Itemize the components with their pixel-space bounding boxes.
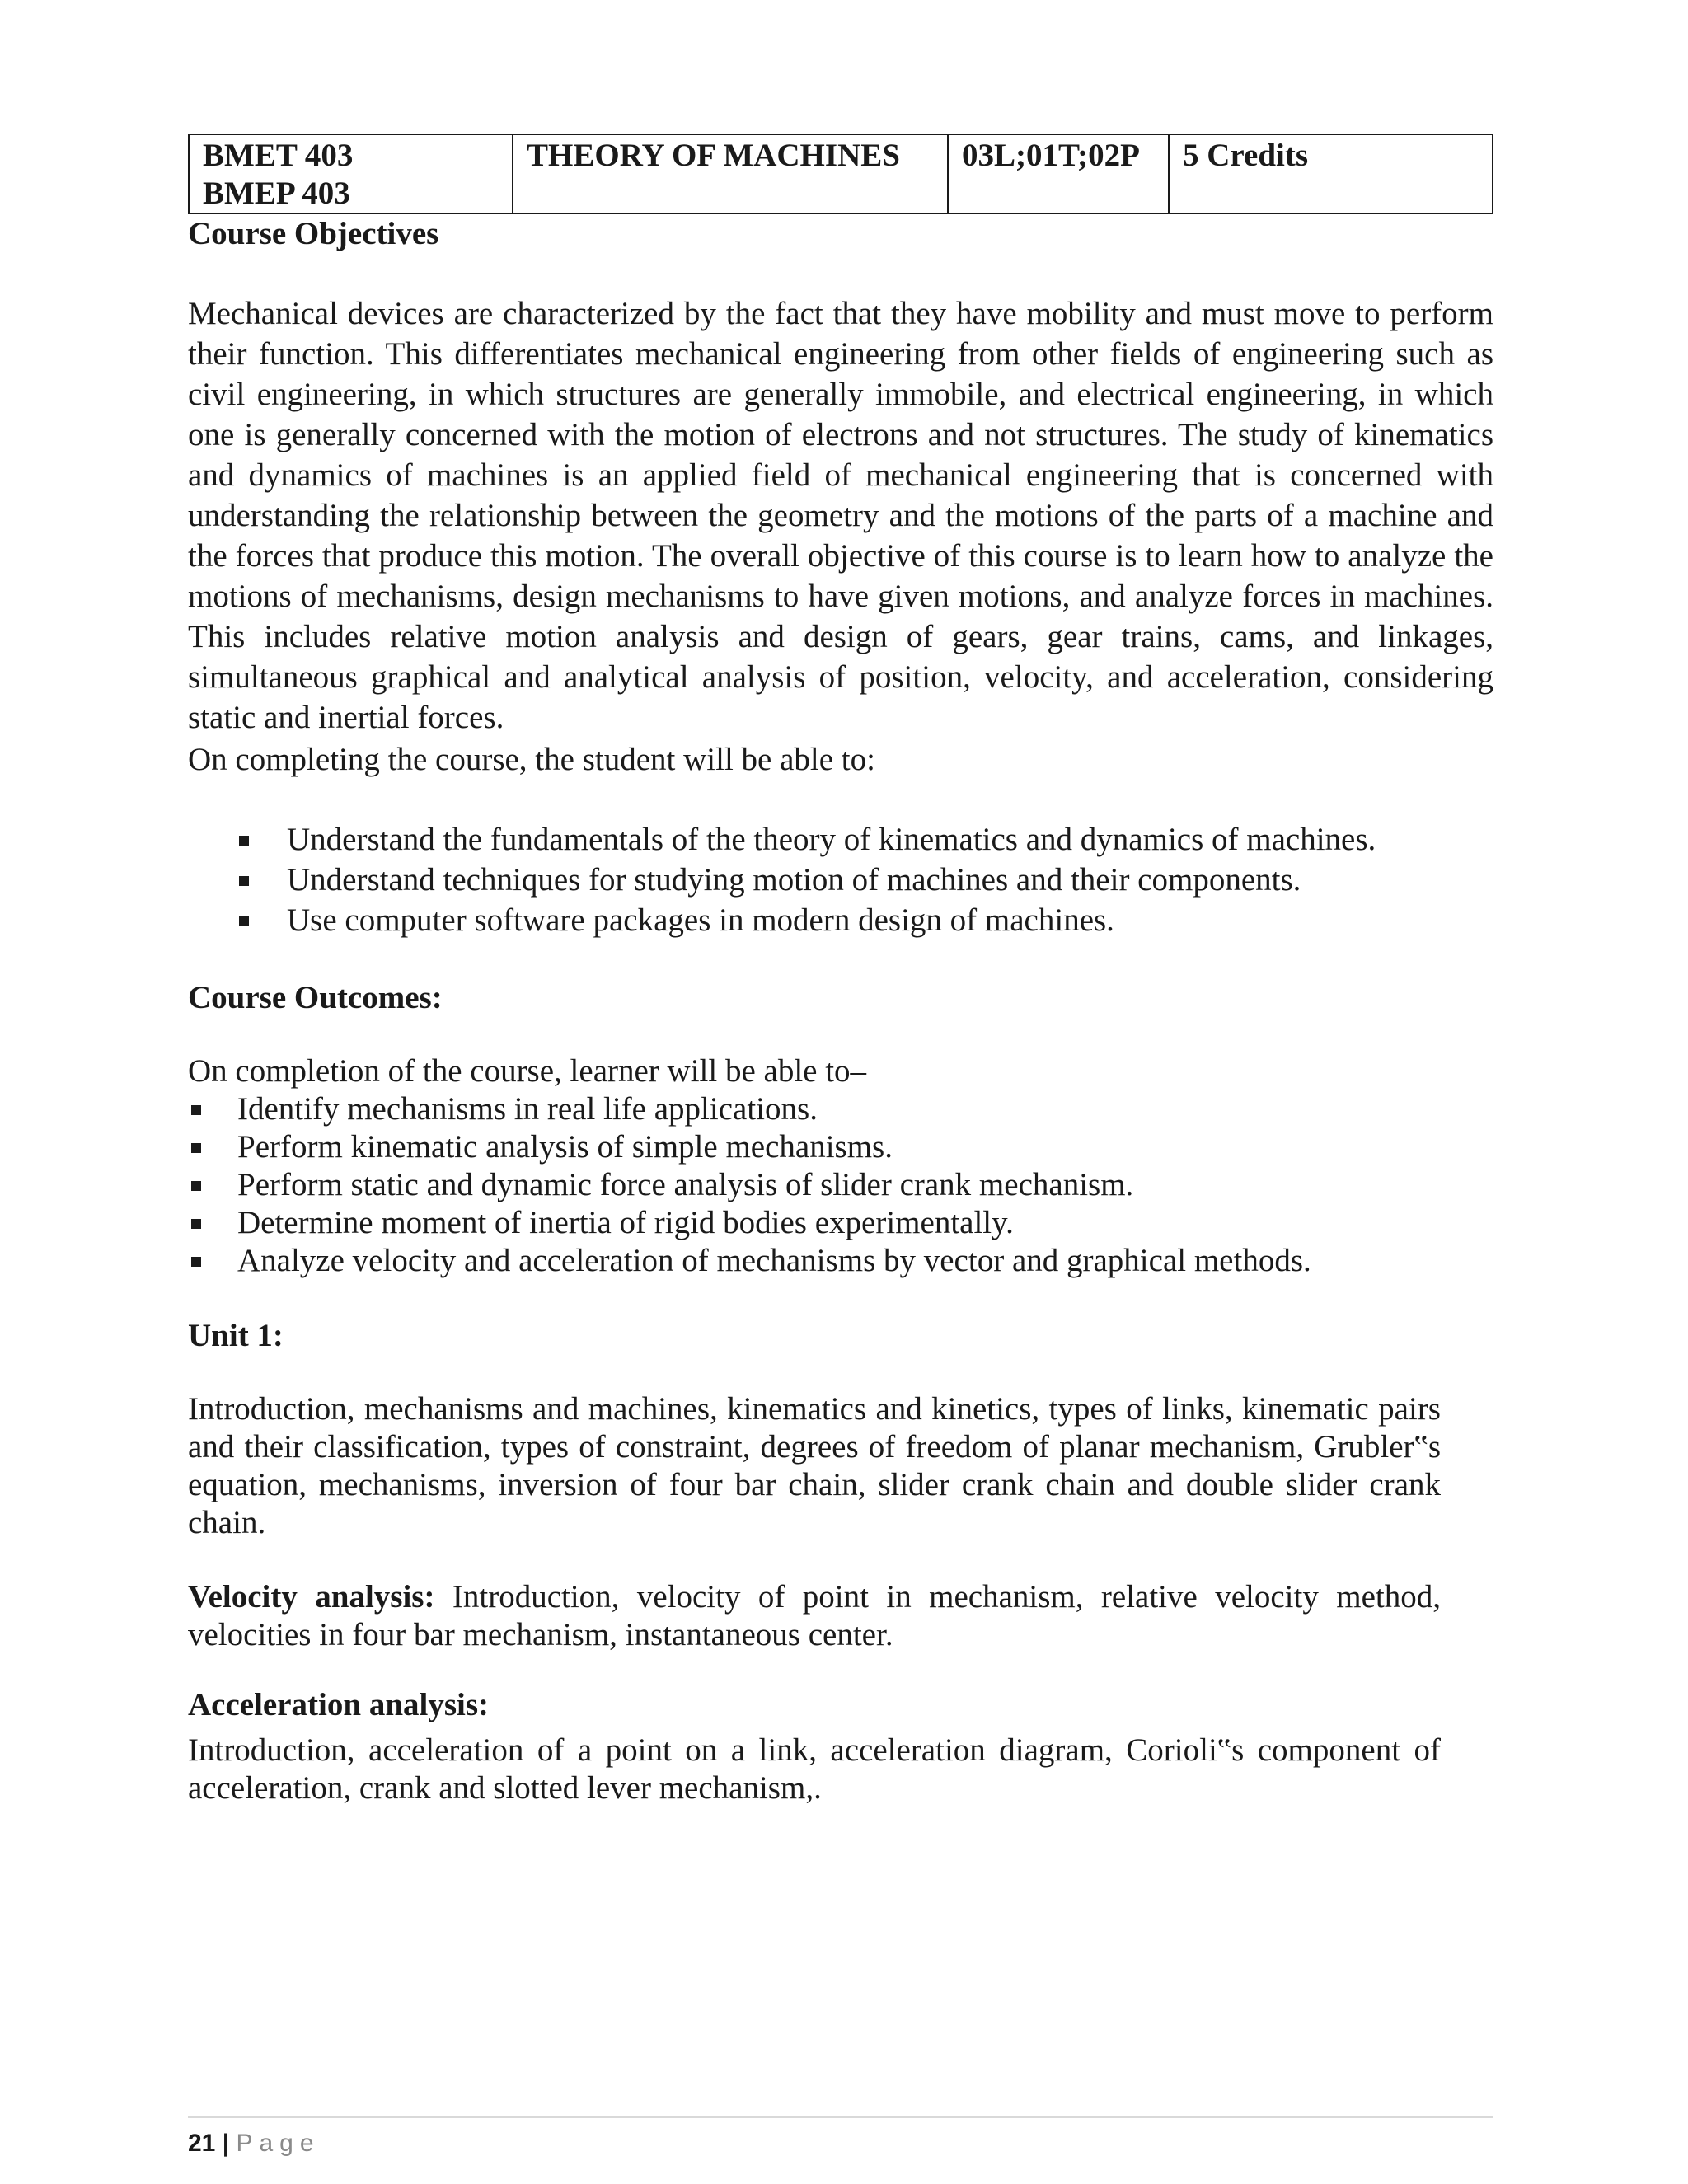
list-item xyxy=(188,1242,1493,1280)
outcomes-list xyxy=(188,1090,1493,1280)
list-item-text: Use computer software packages in modern design of machines. xyxy=(287,902,1114,938)
list-item-text: Analyze velocity and acceleration of mechanisms by vector and graphical methods. xyxy=(237,1243,1311,1278)
course-codes-cell xyxy=(189,134,513,213)
list-item-text: Understand techniques for studying motion of machines and their components. xyxy=(287,862,1301,898)
objectives-list xyxy=(188,819,1493,940)
bullet-square-icon xyxy=(239,876,249,886)
outcomes-heading: Course Outcomes: xyxy=(188,980,443,1015)
bullet-square-icon xyxy=(191,1219,201,1229)
list-item-text: Identify mechanisms in real life applications. xyxy=(237,1091,818,1127)
outcomes-lead-in: On completion of the course, learner will be able to– xyxy=(188,1053,867,1089)
unit1-intro-paragraph: Introduction, mechanisms and machines, kinematics and kinetics, types of links, kinematic pairs and their classification, types of constraint, degrees of freedom of planar mechanism, Grubler‟s equation, mechanisms, inversion of four bar chain, slider crank chain and double slider crank chain. xyxy=(188,1391,1441,1540)
course-credits-cell: 5 Credits xyxy=(1169,134,1493,213)
bullet-square-icon xyxy=(191,1181,201,1191)
velocity-analysis-paragraph xyxy=(188,1578,1441,1654)
course-header-table xyxy=(188,134,1493,214)
page-label: Page xyxy=(236,2130,321,2157)
bullet-square-icon xyxy=(191,1105,201,1115)
bullet-square-icon xyxy=(239,916,249,926)
objectives-heading: Course Objectives xyxy=(188,216,439,251)
course-code-practical: BMEP 403 xyxy=(203,176,350,211)
course-code-theory: BMET 403 xyxy=(203,138,354,173)
bullet-square-icon xyxy=(191,1257,201,1267)
list-item xyxy=(188,860,1493,900)
page-content xyxy=(188,134,1493,1807)
acceleration-analysis-paragraph: Introduction, acceleration of a point on a link, acceleration diagram, Corioli‟s component of acceleration, crank and slotted lever mechanism,. xyxy=(188,1732,1441,1806)
list-item-text: Determine moment of inertia of rigid bodies experimentally. xyxy=(237,1205,1014,1240)
page-number: 21 xyxy=(188,2130,216,2157)
list-item-text: Understand the fundamentals of the theory of kinematics and dynamics of machines. xyxy=(287,822,1376,857)
acceleration-analysis-heading: Acceleration analysis: xyxy=(188,1687,490,1722)
bullet-square-icon xyxy=(239,836,249,846)
bullet-square-icon xyxy=(191,1143,201,1153)
list-item xyxy=(188,1204,1493,1242)
list-item-text: Perform kinematic analysis of simple mechanisms. xyxy=(237,1129,893,1165)
list-item xyxy=(188,1166,1493,1204)
list-item xyxy=(188,1128,1493,1166)
list-item xyxy=(188,819,1493,860)
velocity-analysis-text: Introduction, velocity of point in mechanism, relative velocity method, velocities in four bar mechanism, instantaneous center. xyxy=(188,1579,1441,1652)
objectives-paragraph: Mechanical devices are characterized by the fact that they have mobility and must move to perform their function. This differentiates mechanical engineering from other fields of engineering such as civil engineering, in which structures are generally immobile, and electrical engineering, in which one is generally concerned with the motion of electrons and not structures. The study of kinematics and dynamics of machines is an applied field of mechanical engineering that is concerned with understanding the relationship between the geometry and the motions of the parts of a machine and the forces that produce this motion. The overall objective of this course is to learn how to analyze the motions of mechanisms, design mechanisms to have given motions, and analyze forces in machines. This includes relative motion analysis and design of gears, gear trains, cams, and linkages, simultaneous graphical and analytical analysis of position, velocity, and acceleration, considering static and inertial forces. xyxy=(188,296,1493,735)
course-title-cell: THEORY OF MACHINES xyxy=(513,134,948,213)
course-header-row xyxy=(189,134,1493,213)
list-item xyxy=(188,1090,1493,1128)
list-item-text: Perform static and dynamic force analysis of slider crank mechanism. xyxy=(237,1167,1134,1202)
list-item xyxy=(188,900,1493,940)
page-footer xyxy=(188,2116,1493,2158)
course-hours-cell: 03L;01T;02P xyxy=(948,134,1169,213)
footer-separator: | xyxy=(222,2130,230,2157)
objectives-lead-in: On completing the course, the student will be able to: xyxy=(188,742,875,777)
unit1-heading: Unit 1: xyxy=(188,1318,284,1353)
velocity-analysis-label: Velocity analysis: xyxy=(188,1579,435,1615)
